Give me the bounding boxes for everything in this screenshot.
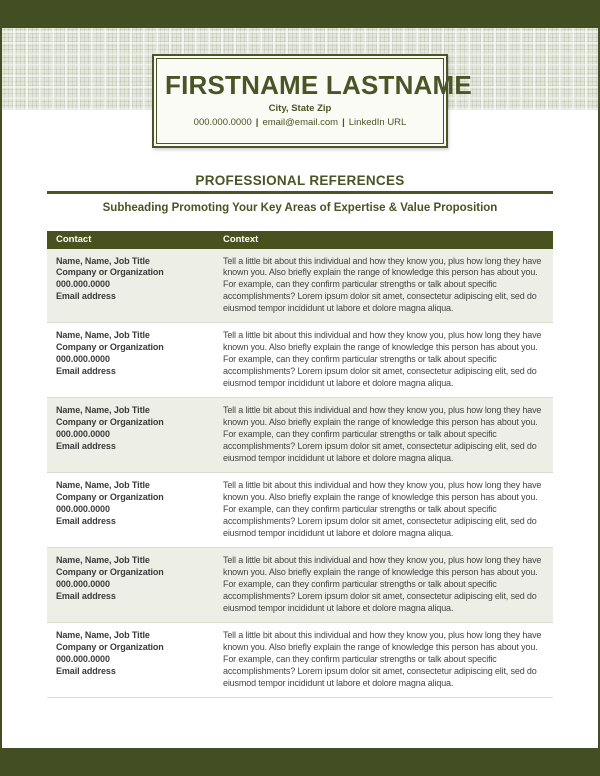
reference-organization: Company or Organization: [56, 642, 164, 653]
reference-description: Tell a little bit about this individual and how they know you, plus how long they have known you. Also briefly explain the range of knowledge this person has about you. For example, can they confirm particular strengths or talk about specific accomplishments? Lorem ipsum dolor sit amet, consectetur adipiscing elit, sed do eiusmod tempor incididunt ut labore et dolore magna aliqua.: [222, 405, 542, 463]
reference-phone: 000.000.0000: [56, 504, 110, 515]
reference-phone: 000.000.0000: [56, 279, 110, 290]
reference-organization: Company or Organization: [56, 267, 164, 278]
context-cell: [214, 323, 553, 398]
reference-name: Name, Name, Job Title: [56, 555, 150, 566]
reference-email: Email address: [56, 365, 116, 376]
section-subheading: Subheading Promoting Your Key Areas of Expertise & Value Proposition: [102, 201, 498, 214]
context-cell: [214, 473, 553, 548]
references-table: [47, 231, 553, 699]
reference-description: Tell a little bit about this individual and how they know you, plus how long they have known you. Also briefly explain the range of knowledge this person has about you. For example, can they confirm particular strengths or talk about specific accomplishments? Lorem ipsum dolor sit amet, consectetur adipiscing elit, sed do eiusmod tempor incididunt ut labore et dolore magna aliqua.: [222, 480, 542, 538]
references-table-body: [47, 249, 553, 698]
name-card: [152, 54, 472, 148]
context-cell: [214, 249, 553, 323]
city-state-zip: City, State Zip: [268, 103, 332, 115]
left-border-strip: [0, 0, 2, 776]
email-address: email@email.com: [262, 117, 339, 129]
context-cell: [214, 548, 553, 623]
reference-row: [47, 323, 553, 398]
page-content: [0, 110, 600, 698]
context-cell: [214, 623, 553, 698]
section-title: PROFESSIONAL REFERENCES: [195, 173, 405, 188]
phone-number: 000.000.0000: [193, 117, 252, 129]
name-card-inner: [156, 58, 472, 144]
reference-email: Email address: [56, 665, 116, 676]
reference-name: Name, Name, Job Title: [56, 480, 150, 491]
reference-organization: Company or Organization: [56, 417, 164, 428]
reference-row: [47, 548, 553, 623]
contact-cell: [47, 473, 214, 548]
reference-organization: Company or Organization: [56, 567, 164, 578]
reference-description: Tell a little bit about this individual and how they know you, plus how long they have known you. Also briefly explain the range of knowledge this person has about you. For example, can they confirm particular strengths or talk about specific accomplishments? Lorem ipsum dolor sit amet, consectetur adipiscing elit, sed do eiusmod tempor incididunt ut labore et dolore magna aliqua.: [222, 255, 542, 313]
reference-email: Email address: [56, 290, 116, 301]
reference-phone: 000.000.0000: [56, 579, 110, 590]
contact-cell: [47, 398, 214, 473]
reference-name: Name, Name, Job Title: [56, 255, 150, 266]
reference-email: Email address: [56, 440, 116, 451]
column-header-contact: Contact: [47, 231, 214, 249]
reference-description: Tell a little bit about this individual and how they know you, plus how long they have known you. Also briefly explain the range of knowledge this person has about you. For example, can they confirm particular strengths or talk about specific accomplishments? Lorem ipsum dolor sit amet, consectetur adipiscing elit, sed do eiusmod tempor incididunt ut labore et dolore magna aliqua.: [222, 330, 542, 388]
reference-row: [47, 473, 553, 548]
contact-cell: [47, 548, 214, 623]
reference-organization: Company or Organization: [56, 342, 164, 353]
reference-name: Name, Name, Job Title: [56, 630, 150, 641]
reference-description: Tell a little bit about this individual and how they know you, plus how long they have known you. Also briefly explain the range of knowledge this person has about you. For example, can they confirm particular strengths or talk about specific accomplishments? Lorem ipsum dolor sit amet, consectetur adipiscing elit, sed do eiusmod tempor incididunt ut labore et dolore magna aliqua.: [222, 555, 542, 613]
contact-cell: [47, 323, 214, 398]
separator-pipe: |: [342, 117, 345, 129]
references-table-header: [47, 231, 553, 249]
reference-phone: 000.000.0000: [56, 654, 110, 665]
contact-cell: [47, 623, 214, 698]
top-border-bar: [0, 0, 600, 28]
linkedin-url: LinkedIn URL: [348, 117, 407, 129]
separator-pipe: |: [255, 117, 259, 129]
person-name: FIRSTNAME LASTNAME: [165, 70, 472, 100]
reference-email: Email address: [56, 590, 116, 601]
reference-name: Name, Name, Job Title: [56, 330, 150, 341]
bottom-border-bar: [0, 748, 600, 776]
reference-row: [47, 249, 553, 323]
reference-phone: 000.000.0000: [56, 429, 110, 440]
contact-line: [165, 117, 435, 128]
contact-cell: [47, 249, 214, 323]
header-row: [47, 231, 553, 249]
reference-row: [47, 398, 553, 473]
reference-organization: Company or Organization: [56, 492, 164, 503]
title-rule: [47, 191, 553, 194]
column-header-context: Context: [214, 231, 553, 249]
reference-row: [47, 623, 553, 698]
reference-email: Email address: [56, 515, 116, 526]
reference-name: Name, Name, Job Title: [56, 405, 150, 416]
context-cell: [214, 398, 553, 473]
reference-description: Tell a little bit about this individual and how they know you, plus how long they have known you. Also briefly explain the range of knowledge this person has about you. For example, can they confirm particular strengths or talk about specific accomplishments? Lorem ipsum dolor sit amet, consectetur adipiscing elit, sed do eiusmod tempor incididunt ut labore et dolore magna aliqua.: [222, 630, 542, 688]
reference-phone: 000.000.0000: [56, 354, 110, 365]
